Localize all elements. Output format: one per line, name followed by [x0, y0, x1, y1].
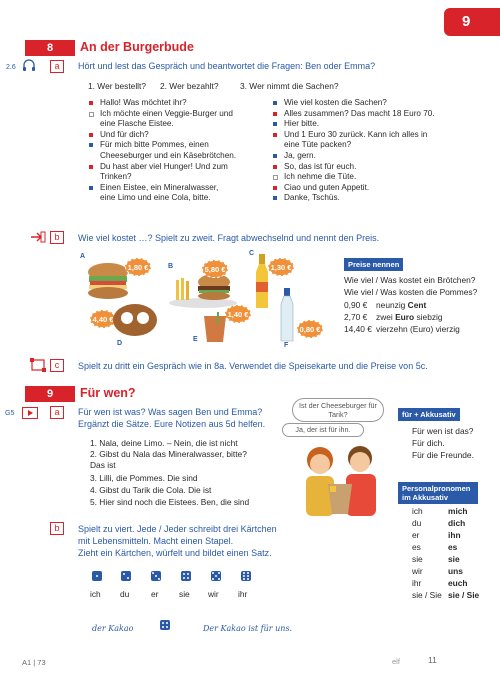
- pronoun-accusative: sie / Sie: [448, 590, 480, 600]
- exercise-8c-letter: c: [50, 359, 64, 372]
- pronoun-nominative: ich: [412, 506, 423, 516]
- pronoun-row: [412, 590, 479, 600]
- dice-word-4: sie: [179, 589, 190, 599]
- dialog-line: So, das ist für euch.: [272, 162, 482, 173]
- dialog-line: Hallo! Was möchtet ihr?: [88, 98, 273, 109]
- price-words-bold: Euro: [395, 312, 415, 322]
- price-words: vierzehn (Euro) vierzig: [376, 324, 460, 334]
- pronouns-box-title: Personalpronomen im Akkusativ: [398, 482, 478, 504]
- question-1: 1. Wer bestellt?: [88, 81, 147, 91]
- dialog-line: Wie viel kosten die Sachen?: [272, 98, 482, 109]
- pronoun-nominative: sie / Sie: [412, 590, 442, 600]
- image-letter-b: B: [168, 263, 174, 270]
- track-number-8: 2.6: [6, 64, 16, 71]
- exercise-8a-letter: a: [50, 60, 64, 73]
- price-tag-d: 4,40 €: [90, 310, 116, 328]
- price-example-row: [344, 300, 426, 310]
- price-tag-a: 1,80 €: [125, 258, 151, 276]
- prices-box-title: Preise nennen: [344, 258, 403, 271]
- dialog-line: Ich nehme die Tüte.: [272, 172, 482, 183]
- pair-work-icon: [30, 230, 46, 249]
- dice-word-3: er: [151, 589, 159, 599]
- image-letter-f: F: [284, 342, 289, 349]
- akkusativ-box-line-1: Für wen ist das?: [412, 426, 474, 436]
- headphones-icon: [22, 59, 36, 77]
- grammar-reference-9: G5: [5, 410, 15, 417]
- dialog-line: Und 1 Euro 30 zurück. Kann ich alles in: [272, 130, 482, 141]
- dialog-line: Trinken?: [100, 172, 132, 182]
- dialog-line: Ich möchte einen Veggie-Burger und: [88, 109, 273, 120]
- akkusativ-box-line-2: Für dich.: [412, 438, 445, 448]
- speech-bubble-2-text: Ja, der ist für ihn.: [295, 425, 351, 434]
- akkusativ-box-title: für + Akkusativ: [398, 408, 460, 421]
- dialog-line: Ja, gern.: [272, 151, 482, 162]
- prices-box-line-1: Wie viel / Was kostet ein Brötchen?: [344, 275, 476, 285]
- exercise-8b-letter: b: [50, 231, 64, 244]
- price-amount: 14,40 €: [344, 324, 372, 334]
- footer-left: A1 | 73: [22, 658, 46, 667]
- exercise-9-title: Für wen?: [80, 386, 136, 400]
- price-words: zwei: [376, 312, 396, 322]
- play-icon: [22, 406, 38, 424]
- page-number: 11: [428, 655, 437, 665]
- speech-bubble-1: [292, 398, 384, 422]
- price-words: neunzig: [376, 300, 408, 310]
- dice-word-2: du: [120, 589, 130, 599]
- speech-bubble-2: [282, 423, 364, 437]
- image-letter-c: C: [249, 250, 255, 257]
- price-tag-f: 0,80 €: [297, 320, 323, 338]
- speech-bubble-1-text: Ist der Cheeseburger für Tarik?: [299, 401, 377, 419]
- sentence-2-cont: Das ist: [90, 460, 116, 470]
- dice-four-icon: [181, 571, 191, 581]
- prices-box-line-2: Wie viel / Was kosten die Pommes?: [344, 287, 478, 297]
- dialog-line: Ciao und guten Appetit.: [272, 183, 482, 194]
- exercise-8a-instruction: Hört und lest das Gespräch und beantwortet die Fragen: Ben oder Emma?: [78, 61, 376, 71]
- pronoun-accusative: es: [448, 542, 458, 552]
- dice-two-icon: [121, 571, 131, 581]
- pronoun-row: [412, 542, 457, 552]
- pronoun-row: [412, 566, 463, 576]
- image-letter-d: D: [117, 340, 123, 347]
- price-amount: 0,90 €: [344, 300, 368, 310]
- exercise-9a-instruction-1: Für wen ist was? Was sagen Ben und Emma?: [78, 407, 263, 417]
- pronoun-accusative: euch: [448, 578, 468, 588]
- dialog-line: Hier bitte.: [272, 119, 482, 130]
- dice-three-icon: [151, 571, 161, 581]
- dice-word-6: ihr: [238, 589, 248, 599]
- pronoun-accusative: dich: [448, 518, 466, 528]
- dialog-line: eine Tüte packen?: [284, 140, 352, 150]
- pronoun-row: [412, 578, 468, 588]
- question-2: 2. Wer bezahlt?: [160, 81, 219, 91]
- group-work-icon: [30, 358, 46, 377]
- dialog-line: Für mich bitte Pommes, einen: [88, 140, 273, 151]
- pronoun-nominative: er: [412, 530, 420, 540]
- dialog-line: eine Flasche Eistee.: [100, 119, 174, 129]
- exercise-9a-letter: a: [50, 406, 64, 419]
- exercise-9b-instruction-1: Spielt zu viert. Jede / Jeder schreibt drei Kärtchen: [78, 524, 277, 534]
- pronoun-nominative: wir: [412, 566, 423, 576]
- exercise-9a-instruction-2: Ergänzt die Sätze. Eure Notizen aus 5d helfen.: [78, 419, 266, 429]
- exercise-8c-instruction: Spielt zu dritt ein Gespräch wie in 8a. Verwendet die Speisekarte und die Preise von 5c.: [78, 361, 428, 371]
- dice-four-icon: [160, 620, 170, 630]
- unit-number: 9: [462, 13, 471, 30]
- dialog-line: Cheeseburger und ein Käsebrötchen.: [100, 150, 237, 160]
- exercise-9b-instruction-2: mit Lebensmitteln. Macht einen Stapel.: [78, 536, 234, 546]
- pretzel-image: [110, 300, 160, 340]
- exercise-9b-letter: b: [50, 522, 64, 535]
- dice-word-1: ich: [90, 589, 101, 599]
- pronoun-row: [412, 506, 468, 516]
- price-words-bold: Cent: [407, 300, 427, 310]
- price-example-row: [344, 324, 460, 334]
- burger-fries-image: [168, 268, 238, 308]
- question-3: 3. Wer nimmt die Sachen?: [240, 81, 339, 91]
- sentence-4: 4. Gibst du Tarik die Cola. Die ist: [90, 485, 212, 495]
- pronoun-accusative: uns: [448, 566, 463, 576]
- sentence-1: 1. Nala, deine Limo. – Nein, die ist nicht: [90, 438, 238, 448]
- water-bottle-image: [280, 288, 294, 342]
- dialog-line: eine Limo und eine Cola, bitte.: [100, 193, 211, 203]
- iced-tea-image: [200, 312, 230, 344]
- dialog-line: Du hast aber viel Hunger! Und zum: [88, 162, 273, 173]
- dialog-line: Einen Eistee, ein Mineralwasser,: [88, 183, 273, 194]
- dice-one-icon: [92, 571, 102, 581]
- dice-six-icon: [241, 571, 251, 581]
- pronoun-nominative: es: [412, 542, 421, 552]
- exercise-8-number: 8: [25, 40, 75, 56]
- sentence-3: 3. Lilli, die Pommes. Die sind: [90, 473, 198, 483]
- example-card: der Kakao: [92, 624, 134, 633]
- footer-right: elf: [392, 657, 400, 666]
- exercise-8-title: An der Burgerbude: [80, 40, 194, 54]
- unit-tab: [444, 8, 500, 36]
- dialog-line: Alles zusammen? Das macht 18 Euro 70.: [272, 109, 482, 120]
- dialog-right: [272, 98, 482, 204]
- pronoun-nominative: ihr: [412, 578, 422, 588]
- exercise-8b-instruction: Wie viel kostet …? Spielt zu zweit. Fragt abwechselnd und nennt den Preis.: [78, 233, 380, 243]
- image-letter-a: A: [80, 253, 86, 260]
- price-tag-c: 1,30 €: [268, 258, 294, 276]
- kids-illustration: [290, 440, 390, 522]
- price-words-end: siebzig: [414, 312, 443, 322]
- sentence-2: 2. Gibst du Nala das Mineralwasser, bitte?: [90, 449, 247, 459]
- pronoun-nominative: du: [412, 518, 422, 528]
- pronoun-nominative: sie: [412, 554, 423, 564]
- price-tag-b: 5,80 €: [202, 260, 228, 278]
- pronoun-row: [412, 530, 461, 540]
- pronoun-accusative: sie: [448, 554, 460, 564]
- sentence-5: 5. Hier sind noch die Eistees. Ben, die sind: [90, 497, 250, 507]
- price-example-row: [344, 312, 443, 322]
- dice-five-icon: [211, 571, 221, 581]
- example-sentence: Der Kakao ist für uns.: [203, 624, 293, 633]
- pronoun-row: [412, 518, 465, 528]
- dialog-line: Danke, Tschüs.: [272, 193, 482, 204]
- exercise-9b-instruction-3: Zieht ein Kärtchen, würfelt und bildet einen Satz.: [78, 548, 272, 558]
- exercise-9-number: 9: [25, 386, 75, 402]
- lemonade-bottle-image: [254, 254, 270, 310]
- dice-word-5: wir: [208, 589, 219, 599]
- dialog-left: [88, 98, 273, 204]
- pronoun-accusative: ihn: [448, 530, 461, 540]
- price-tag-e: 1,40 €: [225, 305, 251, 323]
- dialog-line: Und für dich?: [88, 130, 273, 141]
- pronoun-row: [412, 554, 460, 564]
- image-letter-e: E: [193, 336, 198, 343]
- price-amount: 2,70 €: [344, 312, 368, 322]
- akkusativ-box-line-3: Für die Freunde.: [412, 450, 474, 460]
- pronoun-accusative: mich: [448, 506, 468, 516]
